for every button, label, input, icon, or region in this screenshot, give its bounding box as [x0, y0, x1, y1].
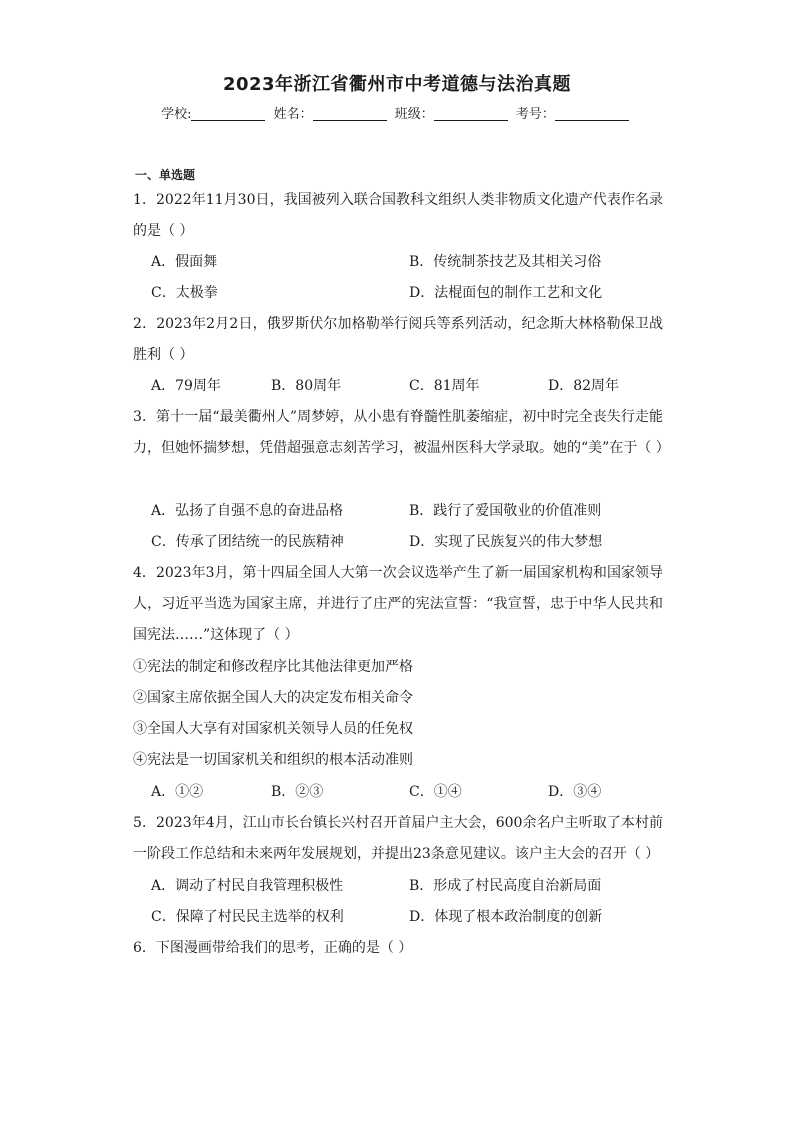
- question-3-options-row-1: [151, 496, 671, 527]
- question-6-stem: 6．下图漫画带给我们的思考，正确的是（ ）: [133, 940, 413, 956]
- section-title: 一、单选题: [135, 168, 196, 182]
- school-label: 学校:: [161, 107, 192, 122]
- option-a[interactable]: A．弘扬了自强不息的奋进品格: [151, 503, 344, 519]
- option-c[interactable]: C．保障了村民民主选举的权利: [151, 909, 344, 925]
- option-b[interactable]: B．②③: [271, 784, 324, 800]
- option-a[interactable]: A．调动了村民自我管理积极性: [151, 878, 344, 894]
- class-blank[interactable]: [434, 107, 508, 121]
- question-3-stem: 3．第十一届“最美衢州人”周梦婷，从小患有脊髓性肌萎缩症，初中时完全丧失行走能力，但她怀揣梦想，凭借超强意志刻苦学习，被温州医科大学录取。她的“美”在于（ ）: [133, 409, 670, 456]
- school-blank[interactable]: [191, 107, 265, 121]
- question-1-options-row-1: [151, 247, 671, 278]
- class-label: 班级：: [394, 107, 434, 122]
- exam-no-label: 考号：: [515, 107, 555, 122]
- question-5-options-row-2: [151, 902, 671, 933]
- option-b[interactable]: B．传统制茶技艺及其相关习俗: [409, 254, 602, 270]
- option-d[interactable]: D．③④: [548, 784, 602, 800]
- option-c[interactable]: C．①④: [409, 784, 462, 800]
- statement-3: ③全国人大享有对国家机关领导人员的任免权: [133, 721, 413, 737]
- question-5-stem: 5．2023年4月，江山市长台镇长兴村召开首届户主大会，600余名户主听取了本村前一阶段工作总结和未来两年发展规划，并提出23条意见建议。该户主大会的召开（ ）: [133, 815, 663, 862]
- option-b[interactable]: B．形成了村民高度自治新局面: [409, 878, 602, 894]
- option-c[interactable]: C．太极拳: [151, 285, 218, 301]
- option-a[interactable]: A．79周年: [151, 378, 221, 394]
- question-4-stem: 4．2023年3月，第十四届全国人大第一次会议选举产生了新一届国家机构和国家领导人，习近平当选为国家主席，并进行了庄严的宪法宣誓：“我宣誓，忠于中华人民共和国宪法……”这体现了（ ）: [133, 565, 663, 643]
- question-5-options-row-1: [151, 871, 671, 902]
- option-c[interactable]: C．81周年: [409, 378, 480, 394]
- option-a[interactable]: A．假面舞: [151, 254, 218, 270]
- exam-no-blank[interactable]: [555, 107, 629, 121]
- question-2-stem: 2．2023年2月2日，俄罗斯伏尔加格勒举行阅兵等系列活动，纪念斯大林格勒保卫战胜利（ ）: [133, 316, 663, 363]
- question-3-options-row-2: [151, 527, 671, 558]
- name-blank[interactable]: [313, 107, 387, 121]
- question-1-options-row-2: [151, 278, 671, 309]
- option-d[interactable]: D．体现了根本政治制度的创新: [409, 909, 603, 925]
- option-b[interactable]: B．践行了爱国敬业的价值准则: [409, 503, 602, 519]
- option-d[interactable]: D．实现了民族复兴的伟大梦想: [409, 534, 603, 550]
- statement-2: ②国家主席依据全国人大的决定发布相关命令: [133, 690, 413, 706]
- page-title: 2023年浙江省衢州市中考道德与法治真题: [222, 74, 572, 95]
- question-1-stem: 1．2022年11月30日，我国被列入联合国教科文组织人类非物质文化遗产代表作名录的是（ ）: [133, 192, 663, 239]
- statement-1: ①宪法的制定和修改程序比其他法律更加严格: [133, 659, 413, 675]
- option-c[interactable]: C．传承了团结统一的民族精神: [151, 534, 344, 550]
- option-d[interactable]: D．82周年: [548, 378, 620, 394]
- name-label: 姓名：: [273, 107, 313, 122]
- option-d[interactable]: D．法棍面包的制作工艺和文化: [409, 285, 603, 301]
- statement-4: ④宪法是一切国家机关和组织的根本活动准则: [133, 752, 413, 768]
- option-b[interactable]: B．80周年: [271, 378, 342, 394]
- option-a[interactable]: A．①②: [151, 784, 204, 800]
- student-info-row: [0, 103, 794, 122]
